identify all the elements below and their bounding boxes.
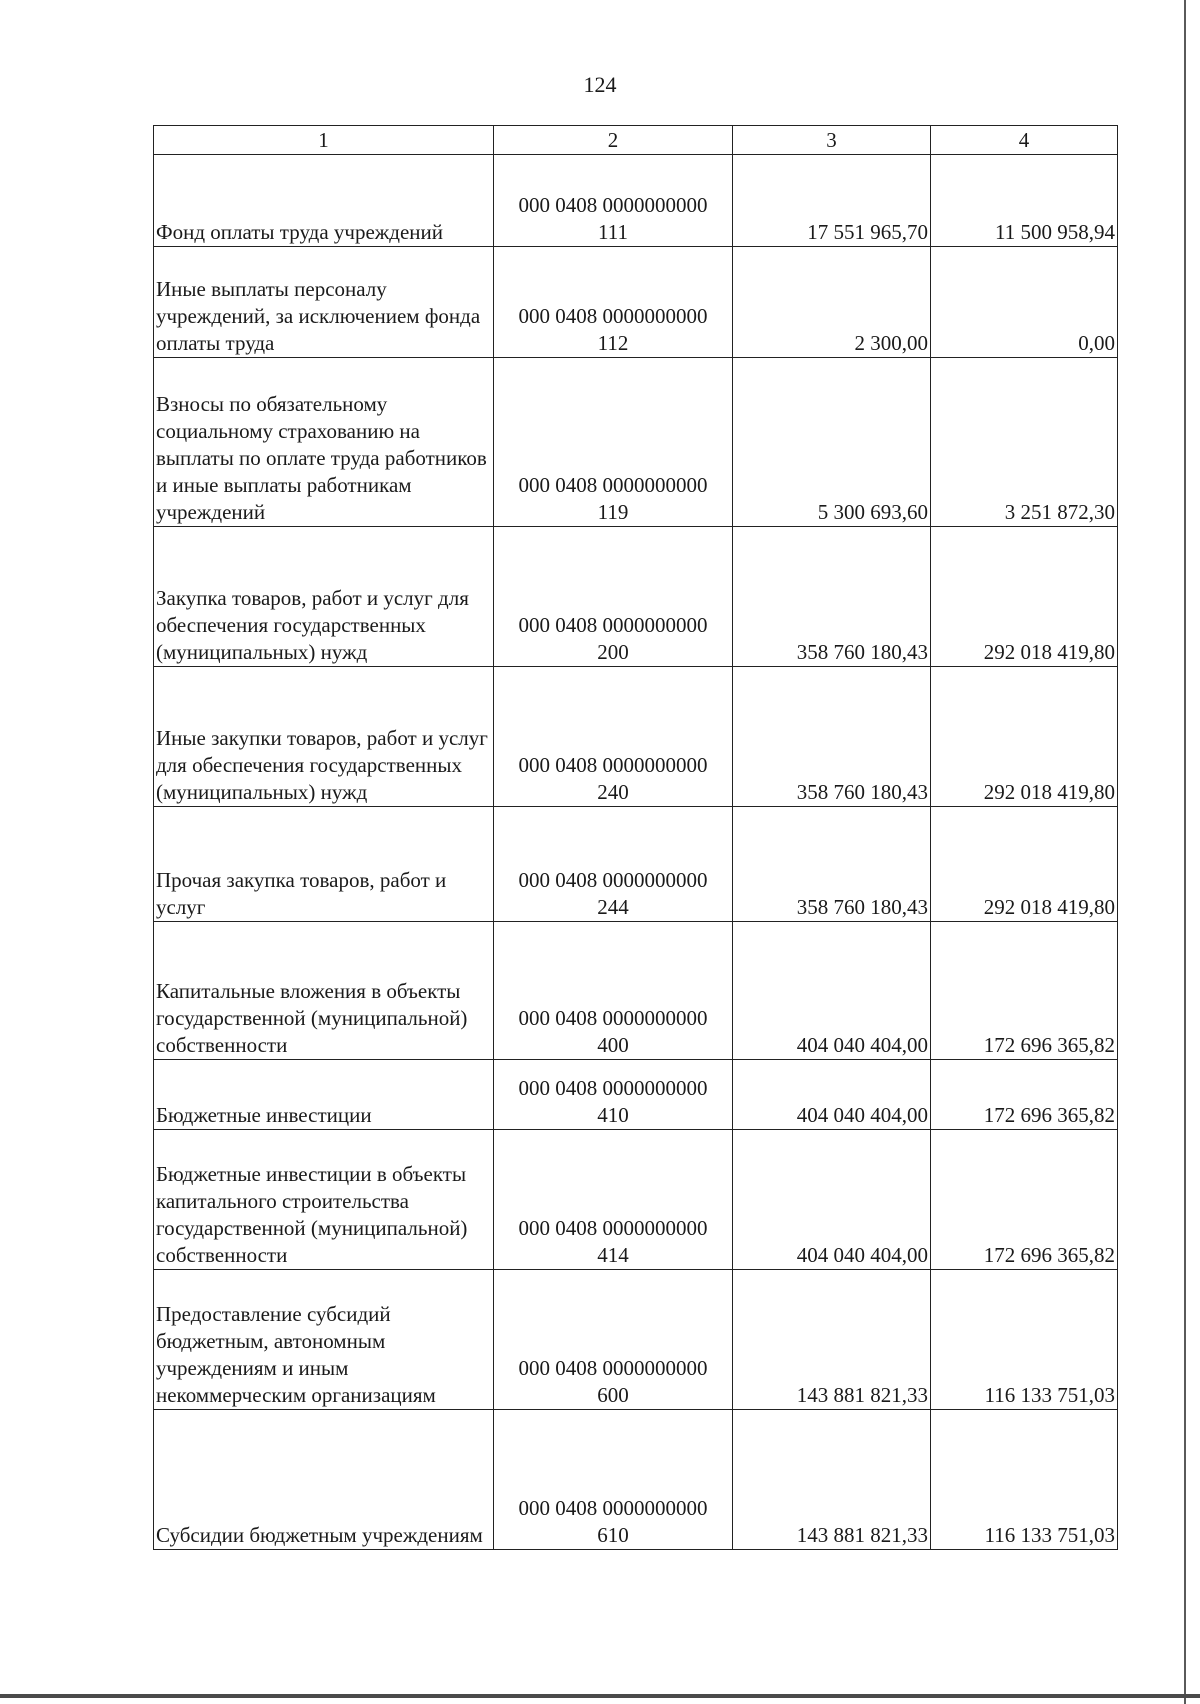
row-name: Иные закупки товаров, работ и услуг для обеспечения государственных (муниципальных) нужд — [154, 667, 494, 807]
table-row — [154, 1060, 1118, 1130]
code-line-1: 000 0408 0000000000 — [518, 1216, 708, 1240]
code-line-2: 119 — [597, 500, 629, 524]
code-line-2: 244 — [597, 895, 629, 919]
row-value-3: 17 551 965,70 — [733, 155, 931, 247]
row-name: Взносы по обязательному социальному страхованию на выплаты по оплате труда работников и иные выплаты работникам учреждений — [154, 358, 494, 527]
table-row — [154, 667, 1118, 807]
table-row — [154, 358, 1118, 527]
code-line-1: 000 0408 0000000000 — [518, 193, 708, 217]
table-row — [154, 922, 1118, 1060]
row-name: Иные выплаты персоналу учреждений, за исключением фонда оплаты труда — [154, 247, 494, 358]
code-line-2: 240 — [597, 780, 629, 804]
row-value-4: 0,00 — [931, 247, 1118, 358]
row-value-3: 404 040 404,00 — [733, 1130, 931, 1270]
row-name: Фонд оплаты труда учреждений — [154, 155, 494, 247]
row-value-3: 143 881 821,33 — [733, 1270, 931, 1410]
row-name: Прочая закупка товаров, работ и услуг — [154, 807, 494, 922]
row-code — [494, 1270, 733, 1410]
table-row — [154, 1410, 1118, 1550]
row-code — [494, 807, 733, 922]
code-line-2: 112 — [597, 331, 629, 355]
code-line-1: 000 0408 0000000000 — [518, 1076, 708, 1100]
row-value-3: 2 300,00 — [733, 247, 931, 358]
row-code — [494, 1410, 733, 1550]
row-value-4: 11 500 958,94 — [931, 155, 1118, 247]
row-value-3: 404 040 404,00 — [733, 922, 931, 1060]
code-line-1: 000 0408 0000000000 — [518, 1356, 708, 1380]
row-value-4: 172 696 365,82 — [931, 1060, 1118, 1130]
code-line-2: 414 — [597, 1243, 629, 1267]
row-value-4: 116 133 751,03 — [931, 1410, 1118, 1550]
row-value-3: 358 760 180,43 — [733, 527, 931, 667]
row-code — [494, 155, 733, 247]
row-value-3: 143 881 821,33 — [733, 1410, 931, 1550]
table-row — [154, 527, 1118, 667]
code-line-1: 000 0408 0000000000 — [518, 753, 708, 777]
code-line-2: 400 — [597, 1033, 629, 1057]
code-line-1: 000 0408 0000000000 — [518, 1006, 708, 1030]
code-line-2: 200 — [597, 640, 629, 664]
code-line-1: 000 0408 0000000000 — [518, 613, 708, 637]
code-line-2: 610 — [597, 1523, 629, 1547]
row-name: Бюджетные инвестиции в объекты капитального строительства государственной (муниципальной) собственности — [154, 1130, 494, 1270]
code-line-1: 000 0408 0000000000 — [518, 304, 708, 328]
row-code — [494, 247, 733, 358]
row-value-4: 172 696 365,82 — [931, 1130, 1118, 1270]
table-row — [154, 1270, 1118, 1410]
row-code — [494, 667, 733, 807]
header-col-3: 3 — [733, 126, 931, 155]
header-col-4: 4 — [931, 126, 1118, 155]
table-row — [154, 155, 1118, 247]
header-row — [154, 126, 1118, 155]
row-code — [494, 527, 733, 667]
row-value-4: 292 018 419,80 — [931, 667, 1118, 807]
row-code — [494, 1130, 733, 1270]
row-code — [494, 922, 733, 1060]
code-line-1: 000 0408 0000000000 — [518, 868, 708, 892]
header-col-2: 2 — [494, 126, 733, 155]
code-line-2: 111 — [598, 220, 628, 244]
table-row — [154, 807, 1118, 922]
row-value-4: 292 018 419,80 — [931, 807, 1118, 922]
row-name: Бюджетные инвестиции — [154, 1060, 494, 1130]
row-value-4: 116 133 751,03 — [931, 1270, 1118, 1410]
table-row — [154, 1130, 1118, 1270]
scan-edge-right — [1184, 0, 1186, 1704]
row-value-3: 5 300 693,60 — [733, 358, 931, 527]
row-name: Капитальные вложения в объекты государственной (муниципальной) собственности — [154, 922, 494, 1060]
row-value-4: 172 696 365,82 — [931, 922, 1118, 1060]
row-name: Субсидии бюджетным учреждениям — [154, 1410, 494, 1550]
code-line-1: 000 0408 0000000000 — [518, 473, 708, 497]
budget-table — [153, 125, 1118, 1550]
code-line-1: 000 0408 0000000000 — [518, 1496, 708, 1520]
table-row — [154, 247, 1118, 358]
scan-edge-bottom — [0, 1694, 1200, 1698]
code-line-2: 600 — [597, 1383, 629, 1407]
row-value-3: 358 760 180,43 — [733, 807, 931, 922]
row-value-4: 292 018 419,80 — [931, 527, 1118, 667]
row-value-4: 3 251 872,30 — [931, 358, 1118, 527]
row-value-3: 404 040 404,00 — [733, 1060, 931, 1130]
row-name: Закупка товаров, работ и услуг для обеспечения государственных (муниципальных) нужд — [154, 527, 494, 667]
header-col-1: 1 — [154, 126, 494, 155]
row-name: Предоставление субсидий бюджетным, автономным учреждениям и иным некоммерческим организациям — [154, 1270, 494, 1410]
row-code — [494, 1060, 733, 1130]
row-value-3: 358 760 180,43 — [733, 667, 931, 807]
code-line-2: 410 — [597, 1103, 629, 1127]
row-code — [494, 358, 733, 527]
page-number: 124 — [583, 72, 617, 97]
